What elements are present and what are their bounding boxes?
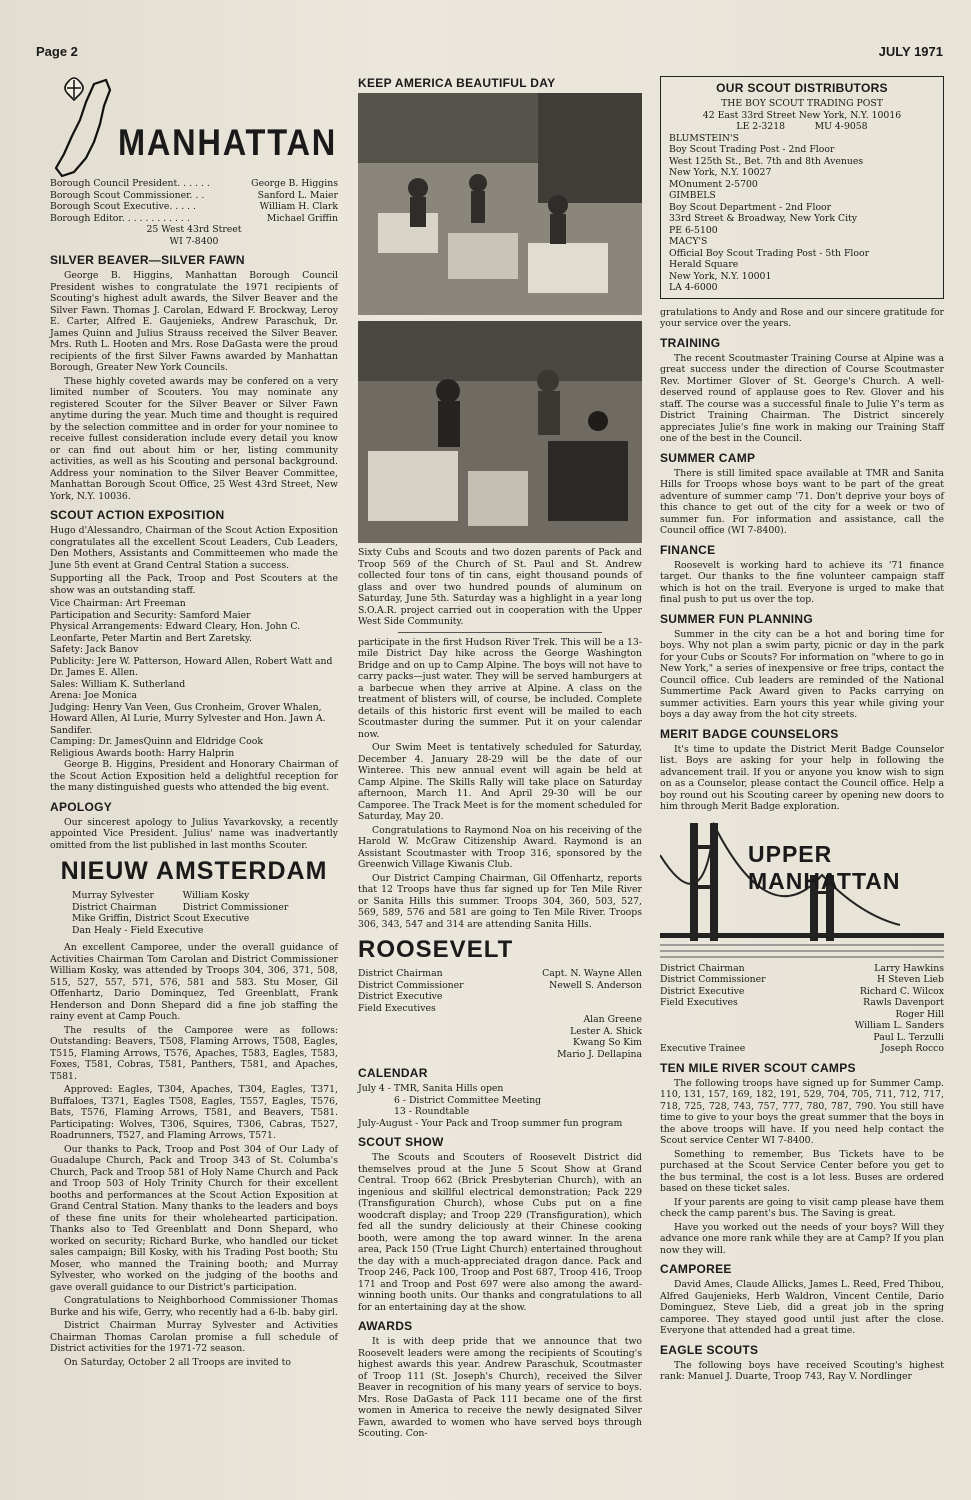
store-line: Herald Square (669, 259, 739, 270)
upper-manhattan-masthead (660, 815, 944, 963)
nieuw-paragraph: Our thanks to Pack, Troop and Post 304 of Our Lady of Guadalupe Church, Pack and Troop 343 of St. Columba's Church, Pack and Troop 581 of Holy Name Church and Pack and Troop 503 of Holy Trinity Church for their excellent booths and performances at the Scout Action Exposition at Grand Central Station. Many thanks to the leaders and boys of these fine units for their wholehearted participation. Thanks also to Ted Greenblatt and Donn Shepard, who worked on security; Richard Burke, who handled our ticket sales campaign; Bill Kosky, with his Trading Post booth; Stu Moser, who manned the Training booth; and Murray Sylvester, who worked on the judging of the booths and gave overall guidance to our District's participation. (50, 1143, 338, 1293)
calendar-entry: 6 - District Committee Meeting (394, 1094, 542, 1106)
nieuw-paragraph: On Saturday, October 2 all Troops are invited to (64, 1356, 292, 1368)
summer-camp-paragraph: There is still limited space available at TMR and Sanita Hills for Troops whose boys want to be part of the great adventure of summer camp '71. Don't deprive your boys of this chance to get out of the city for a week or two of summer fun. For information and assistance, call the Council office (WI 7-8400). (660, 467, 944, 536)
officer-role: District Chairman (72, 901, 157, 913)
camporee-heading: CAMPOREE (660, 1262, 732, 1276)
officer-row (50, 213, 338, 225)
officer-name: Richard C. Wilcox (859, 985, 944, 997)
officer-name: Joseph Rocco (880, 1043, 944, 1054)
nieuw-paragraph: Congratulations to Neighborhood Commissioner Thomas Burke and his wife, Gerry, who recently had a 6-lb. baby girl. (50, 1295, 338, 1318)
manhattan-island-icon (50, 76, 120, 178)
officer-role: District Commissioner (358, 979, 464, 991)
silver-beaver-paragraph: George B. Higgins, Manhattan Borough Council President wishes to congratulate the 1971 recipients of Scouting's highest adult awards, the Silver Beaver and the Silver Fawn. Thomas J. Carolan, Edward F. Brockway, Leroy E. Carter, Alfred E. Gaujenieks, Andrew Paraschuk, Dr. James Quinn and Julius Strauss received the Silver Beaver. Mrs. Ruth L. Hooten and Mrs. Rose DaGasta were the proud recipients of the first Silver Fawns awarded by Manhattan Borough, Greater New York Councils. (50, 270, 338, 373)
store-line: Official Boy Scout Trading Post - 5th Floor (669, 247, 870, 259)
nieuw-officers (72, 890, 338, 913)
calendar-entry: July 4 - TMR, Sanita Hills open (358, 1083, 504, 1094)
expo-heading: SCOUT ACTION EXPOSITION (50, 508, 225, 522)
staff-entry: Sales: William K. Sutherland (50, 678, 186, 690)
staff-entry: Publicity: Jere W. Patterson, Howard Allen, Robert Watt and Dr. James E. Allen. (50, 655, 333, 678)
divider (398, 632, 602, 633)
apology-paragraph: Our sincerest apology to Julius Yavarkovsky, a recently appointed Vice President. Julius' name was inadvertantly omitted from the list published in last months Scouter. (50, 816, 338, 851)
manhattan-title: MANHATTAN (118, 122, 337, 163)
officer-row (358, 980, 642, 992)
summer-camp-heading: SUMMER CAMP (660, 450, 756, 465)
officer-role: Borough Council President. . . . . . (50, 178, 210, 189)
calendar-entry: July-August - Your Pack and Troop summer fun program (358, 1117, 623, 1129)
officer-role: Field Executives (660, 997, 738, 1008)
summer-fun-heading: SUMMER FUN PLANNING (660, 611, 814, 626)
tmr-paragraph: If your parents are going to visit camp please have them check the camp parent's bus. The Saving is great. (660, 1196, 944, 1219)
officer-name: Newell S. Anderson (549, 979, 642, 991)
officer-role: District Executive (358, 991, 443, 1002)
officer-row (358, 968, 642, 980)
nieuw-amsterdam-title: NIEUW AMSTERDAM (60, 857, 328, 885)
officer-row (50, 201, 338, 213)
staff-entry: Vice Chairman: Art Freeman (50, 598, 186, 609)
store-line: LA 4-6000 (669, 282, 718, 293)
officer-role: Field Executives (358, 1002, 436, 1014)
staff-entry: Safety: Jack Banov (50, 644, 139, 655)
store-line: New York, N.Y. 10001 (669, 270, 772, 282)
tmr-paragraph: Something to remember, Bus Tickets have to be purchased at the Scout Service Center before you get to the bus terminal, the cost is a lot less. Buses are ordered based on these ticket sales. (660, 1148, 944, 1194)
office-phone: WI 7-8400 (169, 235, 219, 247)
officer-name: Rawls Davenport (863, 997, 944, 1008)
cleanup-photo-2 (358, 321, 642, 543)
officer-row (660, 1032, 944, 1044)
store-line: 33rd Street & Broadway, New York City (669, 213, 858, 224)
officer-name: Michael Griffin (266, 212, 338, 224)
store-line: PE 6-5100 (669, 224, 718, 236)
calendar-heading: CALENDAR (358, 1066, 428, 1080)
scout-show-heading: SCOUT SHOW (358, 1135, 444, 1149)
officer-name: William Kosky (182, 890, 250, 901)
officer-row (660, 974, 944, 986)
officer-name: Larry Hawkins (874, 962, 944, 974)
training-heading: TRAINING (660, 335, 721, 350)
store-line: West 125th St., Bet. 7th and 8th Avenues (669, 155, 864, 167)
store-line: MOnument 2-5700 (669, 178, 758, 190)
officer-role: District Commissioner (182, 901, 289, 913)
staff-entry: Camping: Dr. JamesQuinn and Eldridge Cook (50, 736, 263, 747)
officer-row (50, 190, 338, 202)
officer-role: District Chairman (660, 962, 745, 974)
officer-row (660, 1009, 944, 1021)
cleanup-photo-1 (358, 93, 642, 315)
field-executive: Lester A. Shick (570, 1025, 642, 1037)
summer-fun-paragraph: Summer in the city can be a hot and boring time for boys. Why not plan a swim party, picnic or day in the park for your Cubs or Scouts? For information on "where to go in New York," a series of inexpensive or free trips, contact the Council office. Cub leaders are reminded of the National Summertime Pack Award given to Packs carrying on summer activities. Earn yours this year while giving your boys a day away from the hot city streets. (660, 628, 944, 720)
finance-heading: FINANCE (660, 542, 716, 557)
camporee-paragraph: David Ames, Claude Allicks, James L. Reed, Fred Thibou, Alfred Gaujenieks, Herb Waldron, Vincent Centile, Dario Dominguez, Steve Lieb, did a great job in the spring camporee. They stayed good until just after the close. Everyone that attended had a great time. (660, 1279, 944, 1336)
office-address: 25 West 43rd Street (146, 224, 242, 235)
nieuw-paragraph: District Chairman Murray Sylvester and Activities Chairman Thomas Carolan promise a full schedule of District activities for the 1971-72 season. (50, 1320, 338, 1354)
field-executive: Mario J. Dellapina (557, 1048, 642, 1060)
photo-scene-2 (358, 321, 642, 543)
tmr-heading: TEN MILE RIVER SCOUT CAMPS (660, 1060, 856, 1075)
officer-role: District Commissioner (660, 974, 766, 985)
photo-caption: Sixty Cubs and Scouts and two dozen parents of Pack and Troop 569 of the Church of St. Paul and St. Andrew collected four tons of tin cans, eight thousand pounds of glass and over two hundred pounds of aluminum on Saturday, June 5th. Saturday was a highlight in a year long S.O.A.R. project carried out in cooperation with the Upper West Side Community. (358, 547, 642, 627)
middle-paragraph: Our District Camping Chairman, Gil Offenhartz, reports that 12 Troops have thus far signed up for Ten Mile River or Sanita Hills this summer. Troops 304, 360, 503, 527, 569, 589, 576 and 581 are going to Ten Mile River. Troops 306, 343, 547 and 314 are attending Sanita Hills. (358, 872, 642, 930)
officer-role: Borough Scout Commissioner. . . (50, 189, 205, 201)
store-line: GIMBELS (669, 190, 716, 201)
distributor-line: LE 2-3218 MU 4-9058 (736, 121, 868, 132)
officer-row (660, 997, 944, 1009)
distributors-title: OUR SCOUT DISTRIBUTORS (716, 81, 888, 95)
officer-row (660, 1043, 944, 1055)
officer-role: Borough Editor. . . . . . . . . . . . (50, 212, 190, 224)
training-paragraph: The recent Scoutmaster Training Course at Alpine was a great success under the direction of Course Scoutmaster Rev. Mortimer Glover of St. George's Church. A well-deserved round of applause goes to Rev. Glover and his staff. The course was a successful finale to Julie Y's term as District Training Chairman. The District sincerely appreciates Julie's fine work in making our Training Staff one of the best in the Council. (660, 352, 944, 444)
officer-line: Mike Griffin, District Scout Executive (72, 913, 250, 924)
expo-paragraph: Hugo d'Alessandro, Chairman of the Scout Action Exposition congratulates all the excellent Scout Leaders, Cub Leaders, Den Mothers, Assistants and Committeemen who made the June 5th event at Grand Central Station a success. (50, 525, 338, 571)
field-executive: Kwang So Kim (573, 1037, 642, 1048)
manhattan-masthead (50, 76, 338, 178)
officer-name: Capt. N. Wayne Allen (542, 968, 642, 979)
middle-paragraph: Congratulations to Raymond Noa on his receiving of the Harold W. McGraw Citizenship Award. Raymond is an Assistant Scoutmaster with Troop 316, sponsored by the Greenwich Village Kiwanis Club. (358, 824, 642, 870)
store-line: Boy Scout Department - 2nd Floor (669, 201, 832, 213)
officer-name: Roger Hill (895, 1008, 944, 1020)
officer-name: Paul L. Terzulli (873, 1031, 944, 1043)
photo-scene-1 (358, 93, 642, 315)
eagle-scouts-heading: EAGLE SCOUTS (660, 1342, 759, 1357)
issue-date: JULY 1971 (878, 44, 943, 59)
finance-paragraph: Roosevelt is working hard to achieve its '71 finance target. Our thanks to the fine volunteer campaign staff which is hot on the trail. Everyone is urged to make that final push to put us over the top. (660, 559, 944, 605)
officer-row (358, 1003, 642, 1015)
officer-name: H Steven Lieb (877, 974, 944, 985)
roosevelt-title: ROOSEVELT (358, 936, 514, 963)
officer-row (358, 991, 642, 1003)
officer-name: Murray Sylvester (72, 890, 154, 901)
nieuw-paragraph: An excellent Camporee, under the overall guidance of Activities Chairman Tom Carolan and District Commissioner William Kosky, was attended by Troops 304, 306, 371, 508, 515, 527, 557, 571, 576, 581 and 583. Stu Moser, Gil Offenhartz, Dario Dominquez, Ted Greenblatt, Frank Henderson and Donn Shepard did a fine job staffing the rainy event at Camp Pouch. (50, 942, 338, 1022)
staff-entry: Physical Arrangements: Edward Cleary, Hon. John C. Leonfarte, Peter Martin and Bert Zaretsky. (50, 621, 301, 644)
kab-heading: KEEP AMERICA BEAUTIFUL DAY (358, 76, 556, 90)
scout-show-paragraph: The Scouts and Scouters of Roosevelt District did themselves proud at the June 5 Scout Show at Grand Central. Troop 662 (Brick Presbyterian Church), with an ingenious and skillful electrical demonstration; Pack 229 (Transfiguration Church), whose Cubs put on a fine woodcraft display; and Troop 229 (Transfiguration), which fed all the sundry deliciously at their Chinese cooking booth, were among the top award winner. In the arena area, Pack 150 (True Light Church) entertained throughout the day with a much-appreciated dragon dance. Pack and Troop 246, Pack 100, Troop and Post 687, Troop 416, Troop 171 and Troop and Post 697 were also among the award-winning booth units. Our thanks and congratulations to all for an entertaining day at the show. (358, 1152, 642, 1313)
page-number: Page 2 (36, 44, 78, 59)
officer-row (660, 986, 944, 998)
upper-officers (660, 963, 944, 1055)
middle-paragraph: Our Swim Meet is tentatively scheduled for Saturday, December 4. January 28-29 will be the date of our Winteree. This new annual event will again be held at Camp Alpine. The Skills Rally will take place on Saturday afternoon, March 11. And April 29-30 will be our Camporee. The Track Meet is for the moment scheduled for Saturday, May 20. (358, 742, 642, 822)
staff-entry: Participation and Security: Samford Maier (50, 609, 251, 621)
staff-entry: Religious Awards booth: Harry Halprin (50, 747, 235, 759)
merit-badge-paragraph: It's time to update the District Merit Badge Counselor list. Boys are asking for your help in following the advancement trail. If you or anyone you know wish to sign on as a Counselor, please contact the Council office. Help a boy round out his Scouting career by opening new doors to him through Merit Badge exploration. (660, 743, 944, 812)
merit-badge-heading: MERIT BADGE COUNSELORS (660, 726, 839, 741)
officer-role: Executive Trainee (660, 1043, 746, 1054)
staff-entry: Arena: Joe Monica (50, 690, 137, 701)
column-left (50, 76, 338, 1370)
continued-paragraph: gratulations to Andy and Rose and our sincere gratitude for your service over the years. (660, 306, 944, 329)
store-line: Boy Scout Trading Post - 2nd Floor (669, 144, 835, 155)
tmr-paragraph: The following troops have signed up for Summer Camp. 110, 131, 157, 169, 182, 191, 529, 704, 705, 711, 712, 717, 718, 725, 728, 743, 757, 777, 780, 787, 790. You still have time to give to your boys the great summer that the boys in the above troops will have. If you need help contact the Scout service Center WI 7-8400. (660, 1077, 944, 1146)
manhattan-officers (50, 178, 338, 247)
silver-beaver-paragraph: These highly coveted awards may be confered on a very limited number of Scouters. You may nominate any registered Scouter for the Silver Beaver or Silver Fawn anytime during the year. Much time and thought is required by the selection committee and in order for your nominee to receive fullest consideration include every detail you know or can find out about him or her, listing community activities, as well as his Scouting and personal background. Address your nomination to the Silver Beaver Committee, Manhattan Borough Scout Office, 25 West 43rd Street, New York, N.Y. 10036. (50, 375, 338, 502)
awards-paragraph: It is with deep pride that we announce that two Roosevelt leaders were among the recipients of Scouting's highest awards this year. Andrew Paraschuk, Scoutmaster of Troop 111 (St. Joseph's Church), received the Silver Beaver in recognition of his many years of service to boys. Mrs. Rose DaGasta of Pack 111 became one of the first women in America to receive the newly designated Silver Fawn, awarded to women who have served boys through Scouting. Con- (358, 1336, 642, 1439)
tmr-paragraph: Have you worked out the needs of your boys? Will they advance one more rank while they are at Camp? If you plan now they will. (660, 1221, 944, 1256)
distributors-box (660, 76, 944, 299)
column-right (660, 76, 944, 1385)
nieuw-paragraph: The results of the Camporee were as follows: Outstanding: Beavers, T508, Flaming Arrows, T508, Eagles, T515, Flaming Arrows, T576, Apaches, T583, Eagles, T583, Foxes, T581, Cobras, T581, Panthers, T581, and Apaches, T581. (50, 1024, 338, 1082)
officer-role: Borough Scout Executive. . . . . (50, 201, 196, 212)
officer-line: Dan Healy - Field Executive (72, 924, 204, 936)
field-executive: Alan Greene (583, 1014, 642, 1025)
officer-name: William H. Clark (259, 201, 338, 212)
staff-entry: Judging: Henry Van Veen, Gus Cronheim, Grover Whalen, Howard Allen, Al Lurie, Murry Sylvester and Hon. Jawn A. Sandifer. (50, 701, 326, 736)
expo-paragraph: Supporting all the Pack, Troop and Post Scouters at the show was an outstanding staff. (50, 573, 338, 596)
middle-paragraph: participate in the first Hudson River Trek. This will be a 13-mile District Day hike across the George Washington Bridge and on up to Camp Alpine. The boys will not have to carry packs—just water. They will be served hamburgers at a barbecue when they arrive at Alpine. A class on the treatment of blisters will, of course, be included. Complete details of this historic first event will be mailed to each Scoutmaster during the summer. Put it on your calendar now. (358, 636, 642, 740)
distributor-line: THE BOY SCOUT TRADING POST (721, 98, 883, 109)
calendar-entry: 13 - Roundtable (394, 1106, 470, 1117)
officer-role: District Executive (660, 985, 745, 997)
apology-heading: APOLOGY (50, 799, 113, 814)
upper-manhattan-title: UPPER MANHATTAN (748, 840, 901, 894)
eagle-scouts-paragraph: The following boys have received Scouting's highest rank: Manuel J. Duarte, Troop 743, Ray V. Nordlinger (660, 1359, 944, 1382)
store-line: BLUMSTEIN'S (669, 132, 739, 144)
officer-role: District Chairman (358, 968, 443, 979)
store-line: New York, N.Y. 10027 (669, 167, 772, 178)
distributor-line: 42 East 33rd Street New York, N.Y. 10016 (702, 109, 902, 121)
officer-name: William L. Sanders (854, 1020, 944, 1031)
awards-heading: AWARDS (358, 1319, 413, 1333)
column-middle (358, 76, 642, 1442)
expo-paragraph: George B. Higgins, President and Honorary Chairman of the Scout Action Exposition held a delightful reception for the many distinguished guests who attended the big event. (50, 759, 338, 793)
officer-row (50, 178, 338, 190)
officer-row (660, 963, 944, 975)
nieuw-paragraph: Approved: Eagles, T304, Apaches, T304, Eagles, T371, Buffaloes, T371, Eagles T508, Eagles, T557, Eagles, T576, Bats, T576, Flaming Arrows, T581, and Beavers, T581. Participating: Wolves, T306, Squires, T306, Cabras, T527, Roadrunners, T527, and Flaming Arrows, T571. (50, 1084, 338, 1141)
store-line: MACY'S (669, 236, 708, 247)
silver-beaver-heading: SILVER BEAVER—SILVER FAWN (50, 253, 245, 267)
officer-name: George B. Higgins (251, 178, 338, 189)
officer-row (660, 1020, 944, 1032)
officer-name: Sanford L. Maier (257, 189, 338, 201)
